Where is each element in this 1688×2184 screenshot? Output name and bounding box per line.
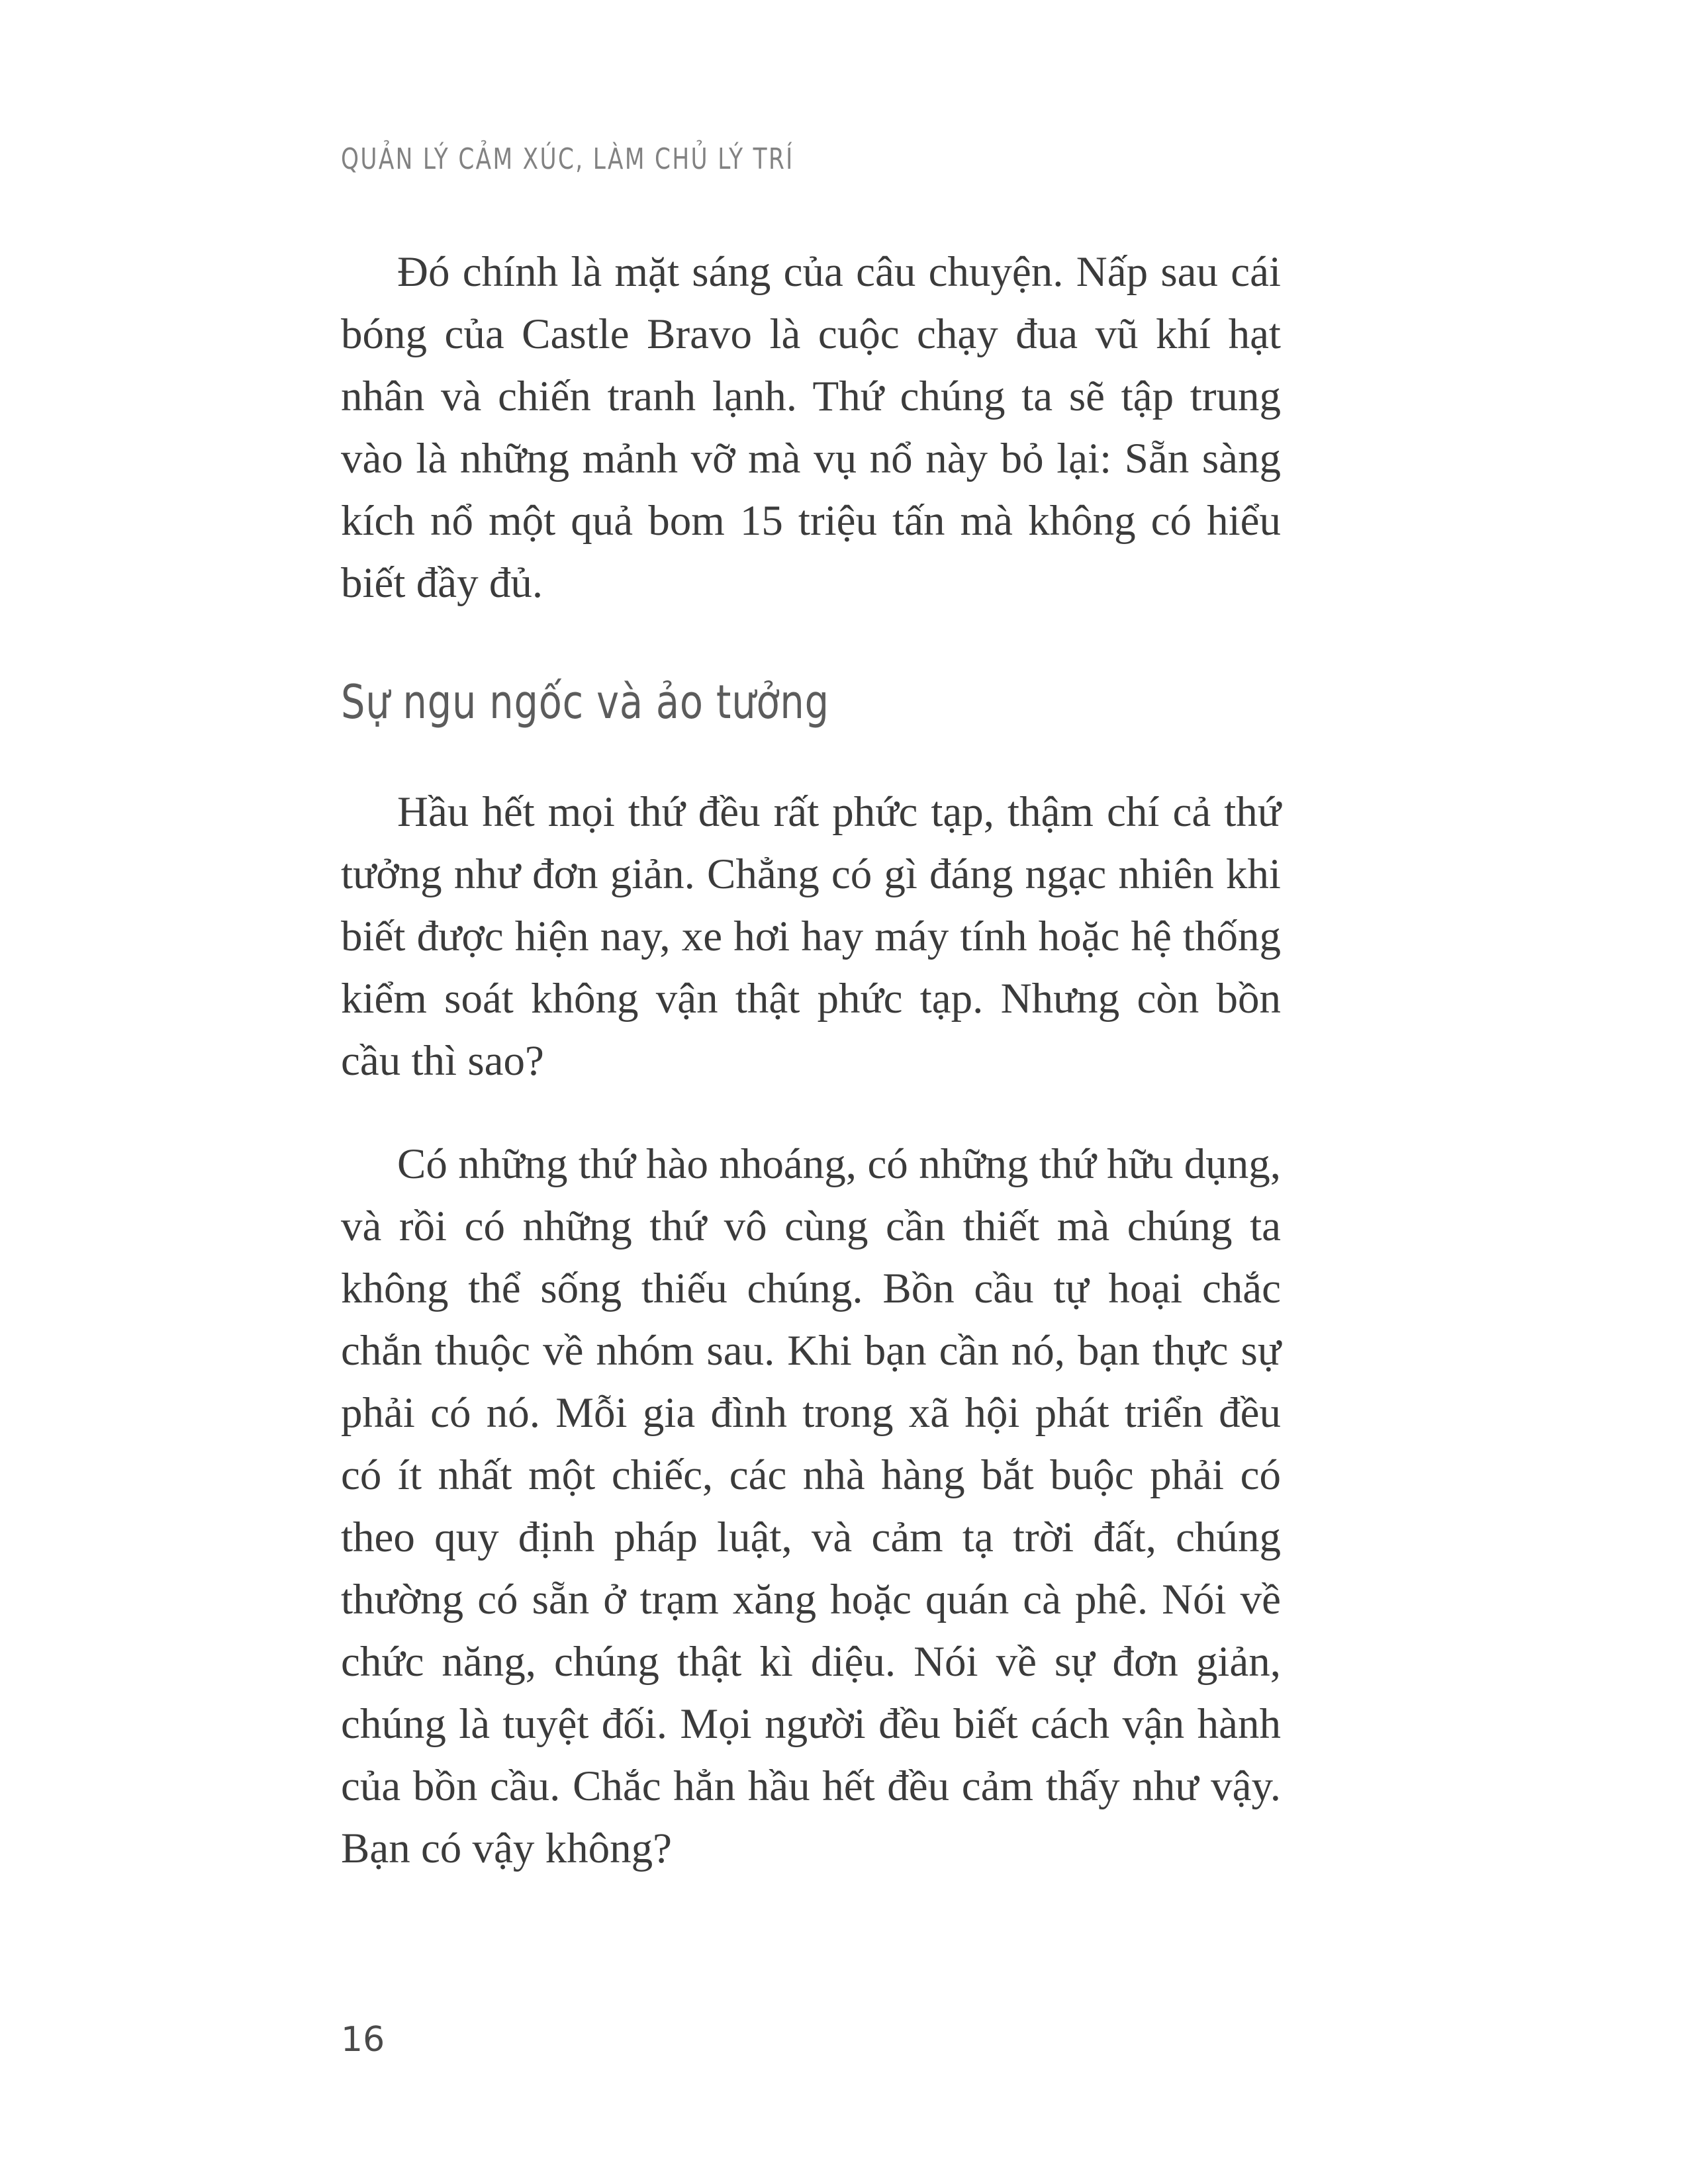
paragraph-castle-bravo: Đó chính là mặt sáng của câu chuyện. Nấp sau cái bóng của Castle Bravo là cuộc chạy đua vũ khí hạt nhân và chiến tranh lạnh. Thứ chúng ta sẽ tập trung vào là những mảnh vỡ mà vụ nổ này bỏ lại: Sẵn sàng kích nổ một quả bom 15 triệu tấn mà không có hiểu biết đầy đủ.: [341, 248, 1281, 607]
section-heading: Sự ngu ngốc và ảo tưởng: [341, 675, 829, 729]
text-block: [341, 142, 1281, 1921]
paragraph-toilet: Có những thứ hào nhoáng, có những thứ hữu dụng, và rồi có những thứ vô cùng cần thiết mà chúng ta không thể sống thiếu chúng. Bồn cầu tự hoại chắc chắn thuộc về nhóm sau. Khi bạn cần nó, bạn thực sự phải có nó. Mỗi gia đình trong xã hội phát triển đều có ít nhất một chiếc, các nhà hàng bắt buộc phải có theo quy định pháp luật, và cảm tạ trời đất, chúng thường có sẵn ở trạm xăng hoặc quán cà phê. Nói về chức năng, chúng thật kì diệu. Nói về sự đơn giản, chúng là tuyệt đối. Mọi người đều biết cách vận hành của bồn cầu. Chắc hẳn hầu hết đều cảm thấy như vậy. Bạn có vậy không?: [341, 1140, 1281, 1872]
running-header: QUẢN LÝ CẢM XÚC, LÀM CHỦ LÝ TRÍ: [341, 142, 794, 176]
page-number: 16: [341, 2020, 385, 2060]
paragraph-complexity: Hầu hết mọi thứ đều rất phức tạp, thậm chí cả thứ tưởng như đơn giản. Chẳng có gì đáng ngạc nhiên khi biết được hiện nay, xe hơi hay máy tính hoặc hệ thống kiểm soát không vận thật phức tạp. Nhưng còn bồn cầu thì sao?: [341, 788, 1281, 1085]
